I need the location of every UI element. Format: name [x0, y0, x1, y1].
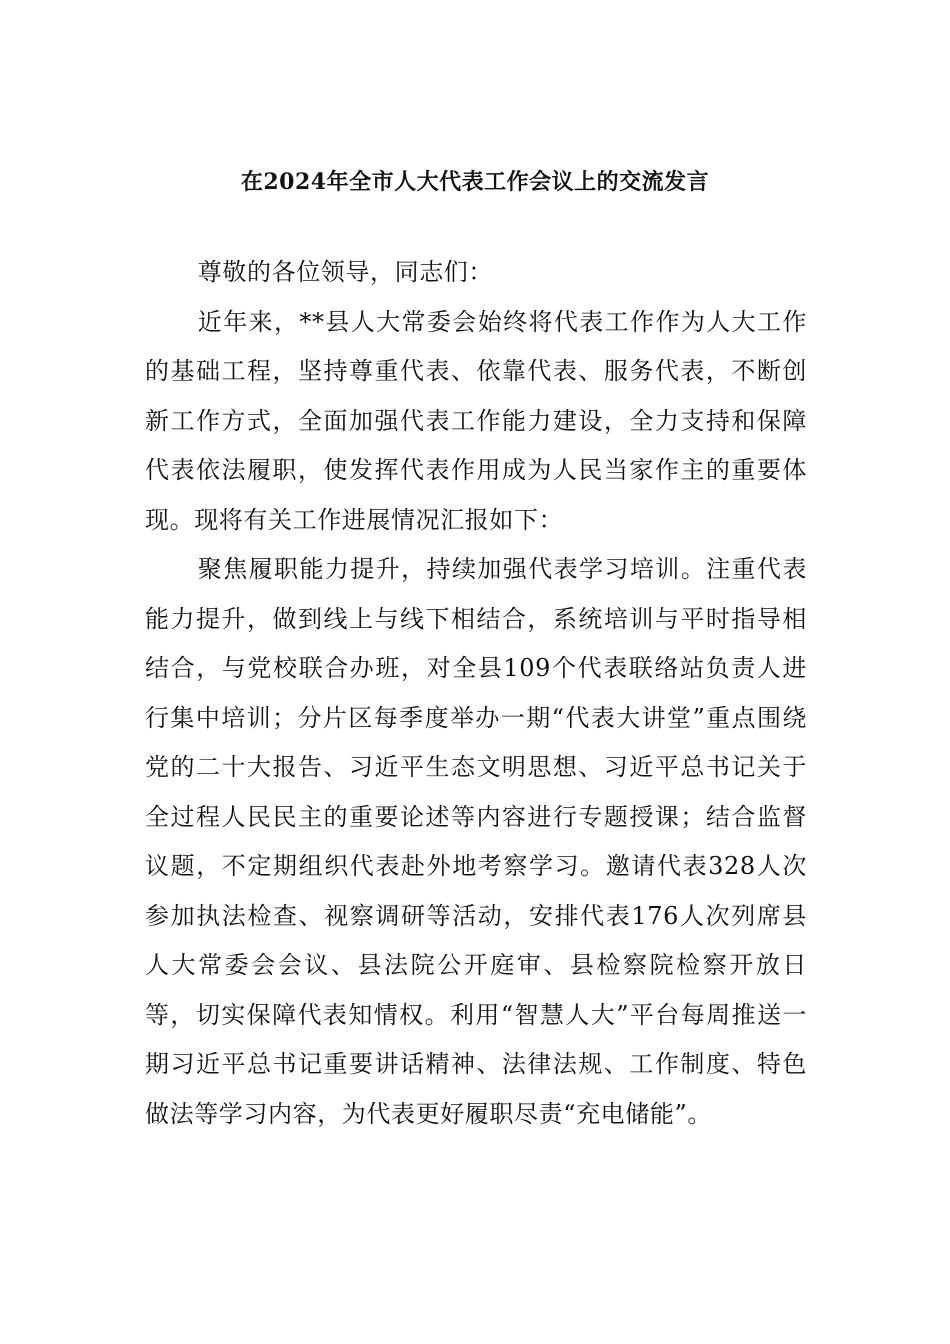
salutation-paragraph: 尊敬的各位领导，同志们：: [197, 258, 493, 286]
document-body: [145, 248, 807, 1139]
training-paragraph: 聚焦履职能力提升，持续加强代表学习培训。注重代表能力提升，做到线上与线下相结合，系统培训与平时指导相结合，与党校联合办班，对全县109个代表联络站负责人进行集中培训；分片区每季度举办一期“代表大讲堂”重点围绕党的二十大报告、习近平生态文明思想、习近平总书记关于全过程人民民主的重要论述等内容进行专题授课；结合监督议题，不定期组织代表赴外地考察学习。邀请代表328人次参加执法检查、视察调研等活动，安排代表176人次列席县人大常委会会议、县法院公开庭审、县检察院检察开放日等，切实保障代表知情权。利用“智慧人大”平台每周推送一期习近平总书记重要讲话精神、法律法规、工作制度、特色做法等学习内容，为代表更好履职尽责“充电储能”。: [145, 555, 807, 1128]
document-title: 在2024年全市人大代表工作会议上的交流发言: [240, 169, 710, 195]
intro-paragraph: 近年来，**县人大常委会始终将代表工作作为人大工作的基础工程，坚持尊重代表、依靠代表、服务代表，不断创新工作方式，全面加强代表工作能力建设，全力支持和保障代表依法履职，使发挥代表作用成为人民当家作主的重要体现。现将有关工作进展情况汇报如下：: [145, 307, 807, 534]
